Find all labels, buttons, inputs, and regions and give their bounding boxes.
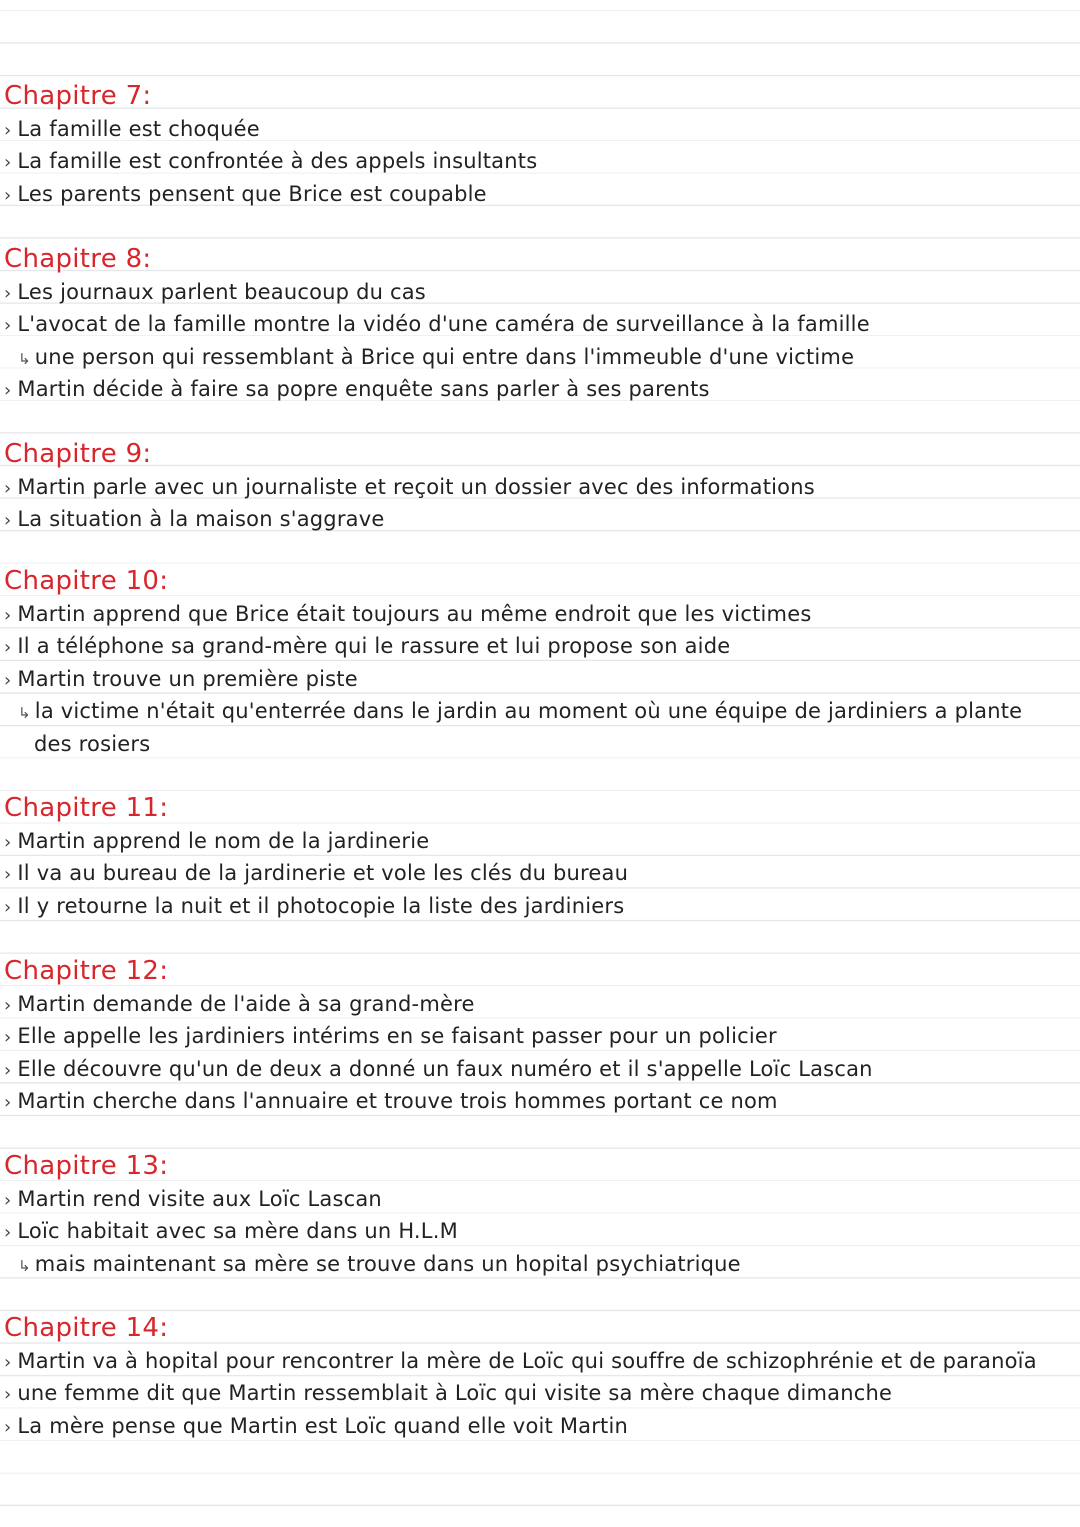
bullet-marker-icon: ›	[4, 995, 12, 1016]
bullet-line	[4, 1215, 458, 1247]
note-continuation	[34, 728, 150, 760]
bullet-line	[4, 857, 628, 889]
bullet-marker-icon: ›	[4, 605, 12, 626]
note-text: Les journaux parlent beaucoup du cas	[17, 280, 426, 304]
note-text: une femme dit que Martin ressemblait à Loïc qui visite sa mère chaque dimanche	[17, 1381, 893, 1405]
note-text: La mère pense que Martin est Loïc quand elle voit Martin	[17, 1414, 629, 1438]
bullet-marker-icon: ›	[4, 1027, 12, 1048]
note-text: La famille est confrontée à des appels insultants	[17, 149, 538, 173]
bullet-marker-icon: ›	[4, 832, 12, 853]
bullet-marker-icon: ›	[4, 283, 12, 304]
bullet-marker-icon: ›	[4, 315, 12, 336]
chapter-title: Chapitre 7:	[4, 81, 152, 111]
bullet-marker-icon: ›	[4, 185, 12, 206]
chapter-title: Chapitre 13:	[4, 1151, 169, 1181]
sub-arrow-icon: ↳	[18, 704, 31, 722]
chapter-title: Chapitre 9:	[4, 439, 152, 469]
bullet-line	[4, 276, 426, 308]
note-text: La famille est choquée	[17, 117, 260, 141]
bullet-line	[4, 630, 730, 662]
chapter-title: Chapitre 14:	[4, 1313, 169, 1343]
note-text: une person qui ressemblant à Brice qui entre dans l'immeuble d'une victime	[34, 345, 855, 369]
note-text: Loïc habitait avec sa mère dans un H.L.M	[17, 1219, 458, 1243]
note-text: Martin demande de l'aide à sa grand-mère	[17, 992, 475, 1016]
chapter-title: Chapitre 12:	[4, 956, 169, 986]
note-text: Martin parle avec un journaliste et reçoit un dossier avec des informations	[17, 475, 815, 499]
sub-note-line	[18, 341, 854, 373]
bullet-line	[4, 825, 429, 857]
note-text: mais maintenant sa mère se trouve dans un hopital psychiatrique	[34, 1252, 741, 1276]
bullet-line	[4, 1183, 382, 1215]
bullet-marker-icon: ›	[4, 1384, 12, 1405]
bullet-marker-icon: ›	[4, 897, 12, 918]
note-text: La situation à la maison s'aggrave	[17, 507, 385, 531]
note-text: Martin va à hopital pour rencontrer la mère de Loïc qui souffre de schizophrénie et de paranoïa	[17, 1349, 1037, 1373]
chapter-title: Chapitre 10:	[4, 566, 169, 596]
bullet-marker-icon: ›	[4, 120, 12, 141]
sub-note-line	[18, 1248, 741, 1280]
bullet-marker-icon: ›	[4, 864, 12, 885]
bullet-line	[4, 1345, 1037, 1377]
bullet-marker-icon: ›	[4, 1222, 12, 1243]
bullet-marker-icon: ›	[4, 637, 12, 658]
note-text: Martin cherche dans l'annuaire et trouve trois hommes portant ce nom	[17, 1089, 778, 1113]
bullet-line	[4, 988, 475, 1020]
bullet-line	[4, 308, 870, 340]
bullet-line	[4, 145, 537, 177]
note-text: Martin apprend que Brice était toujours au même endroit que les victimes	[17, 602, 812, 626]
bullet-line	[4, 598, 811, 630]
note-text: Martin trouve un première piste	[17, 667, 358, 691]
bullet-marker-icon: ›	[4, 510, 12, 531]
bullet-line	[4, 178, 487, 210]
sub-note-line	[18, 695, 1022, 727]
bullet-line	[4, 113, 260, 145]
note-text: Il y retourne la nuit et il photocopie la liste des jardiniers	[17, 894, 625, 918]
bullet-line	[4, 471, 815, 503]
bullet-line	[4, 503, 385, 535]
chapter-title: Chapitre 8:	[4, 244, 152, 274]
bullet-marker-icon: ›	[4, 380, 12, 401]
note-text: Elle appelle les jardiniers intérims en se faisant passer pour un policier	[17, 1024, 777, 1048]
note-text: Il a téléphone sa grand-mère qui le rassure et lui propose son aide	[17, 634, 731, 658]
note-text: des rosiers	[34, 732, 151, 756]
sub-arrow-icon: ↳	[18, 1257, 31, 1275]
note-text: Elle découvre qu'un de deux a donné un faux numéro et il s'appelle Loïc Lascan	[17, 1057, 873, 1081]
note-text: Martin décide à faire sa popre enquête sans parler à ses parents	[17, 377, 710, 401]
bullet-line	[4, 1085, 778, 1117]
bullet-marker-icon: ›	[4, 670, 12, 691]
bullet-line	[4, 1020, 777, 1052]
bullet-marker-icon: ›	[4, 478, 12, 499]
bullet-marker-icon: ›	[4, 1060, 12, 1081]
bullet-line	[4, 1410, 628, 1442]
bullet-line	[4, 663, 358, 695]
bullet-marker-icon: ›	[4, 152, 12, 173]
bullet-line	[4, 373, 710, 405]
note-text: Martin apprend le nom de la jardinerie	[17, 829, 430, 853]
bullet-line	[4, 1377, 892, 1409]
note-text: Martin rend visite aux Loïc Lascan	[17, 1187, 382, 1211]
sub-arrow-icon: ↳	[18, 350, 31, 368]
bullet-line	[4, 1053, 873, 1085]
bullet-marker-icon: ›	[4, 1190, 12, 1211]
note-text: la victime n'était qu'enterrée dans le jardin au moment où une équipe de jardiniers a plante	[34, 699, 1023, 723]
bullet-marker-icon: ›	[4, 1092, 12, 1113]
note-text: L'avocat de la famille montre la vidéo d'une caméra de surveillance à la famille	[17, 312, 870, 336]
note-text: Il va au bureau de la jardinerie et vole les clés du bureau	[17, 861, 629, 885]
chapter-title: Chapitre 11:	[4, 793, 169, 823]
bullet-marker-icon: ›	[4, 1417, 12, 1438]
bullet-marker-icon: ›	[4, 1352, 12, 1373]
bullet-line	[4, 890, 624, 922]
note-text: Les parents pensent que Brice est coupable	[17, 182, 487, 206]
